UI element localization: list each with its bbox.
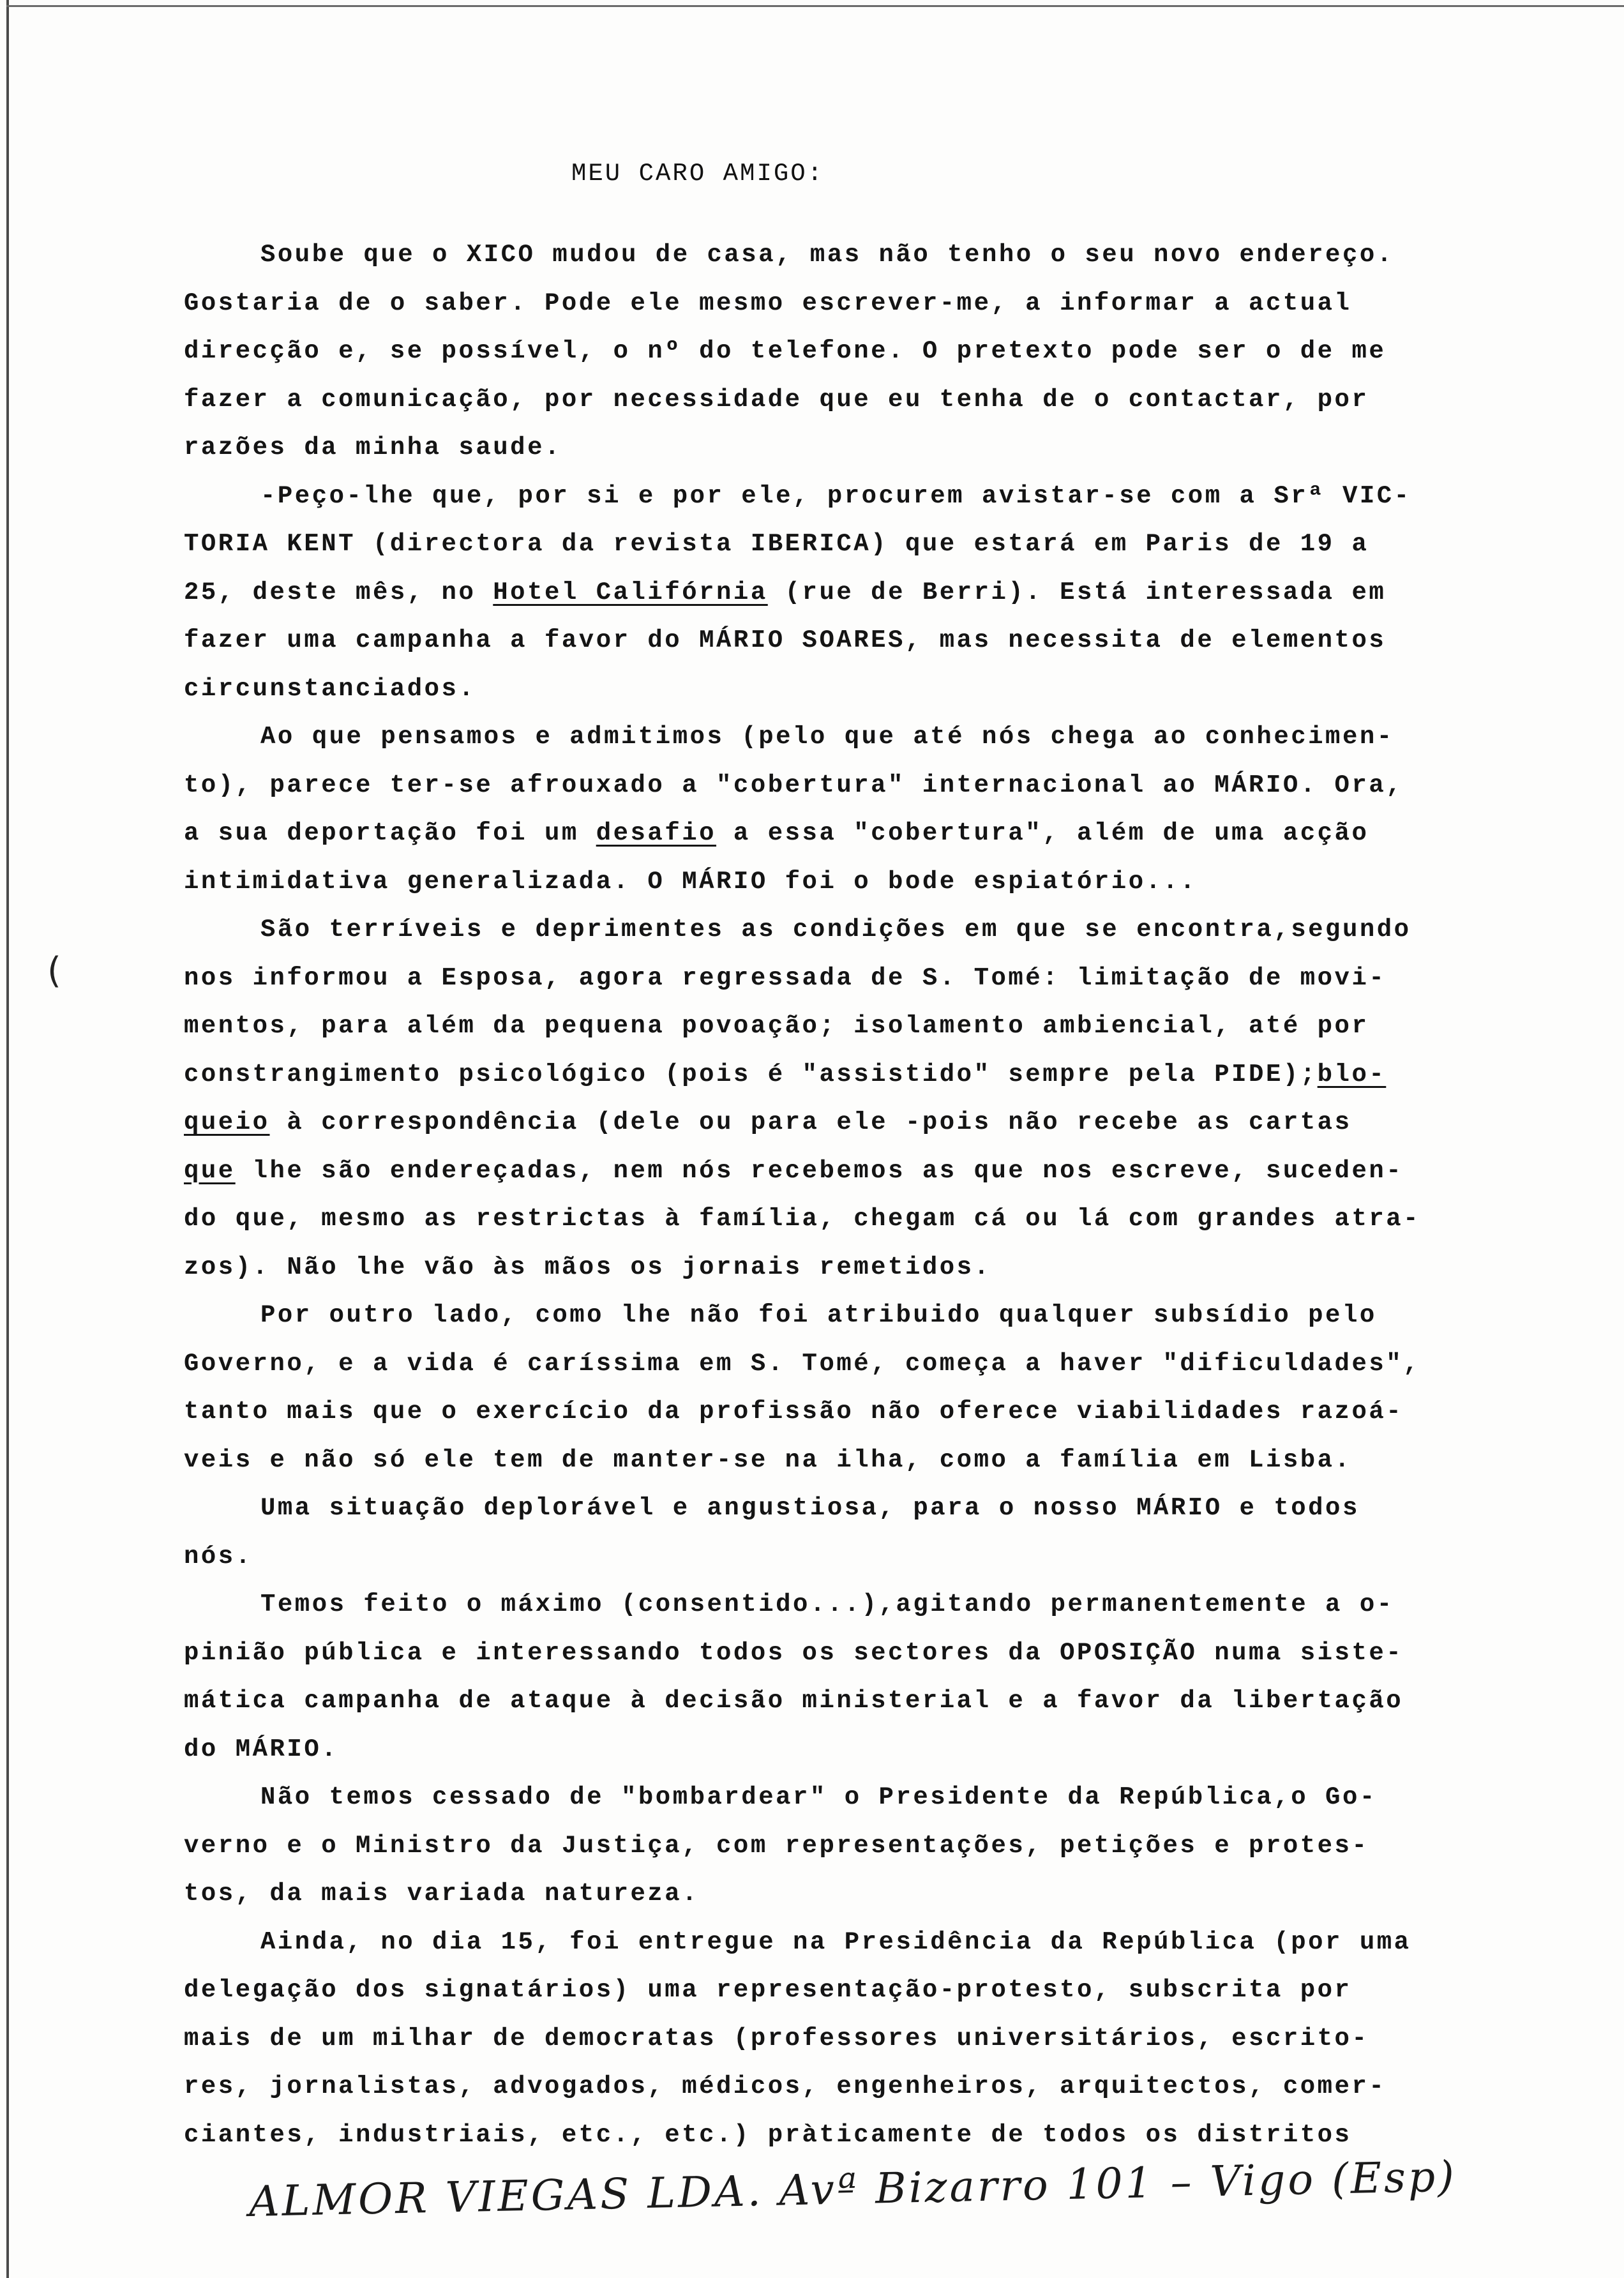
line-text: Temos feito o máximo (consentido...),agitando permanentemente a o-: [260, 1590, 1394, 1618]
line-text: a essa "cobertura", além de uma acção: [716, 819, 1369, 847]
letter-line: [184, 231, 1601, 280]
line-text: Gostaria de o saber. Pode ele mesmo escrever-me, a informar a actual: [184, 289, 1352, 317]
line-text: delegação dos signatários) uma representação-protesto, subscrita por: [184, 1976, 1352, 2004]
line-text: Ao que pensamos e admitimos (pelo que até nós chega ao conhecimen-: [260, 723, 1394, 751]
handwritten-address: ALMOR VIEGAS LDA. Avª Bizarro 101 – Vigo (Esp): [248, 2152, 1457, 2226]
letter-line: [184, 1051, 1601, 1099]
letter-line: [184, 1629, 1601, 1678]
line-text: to), parece ter-se afrouxado a "cobertura" internacional ao MÁRIO. Ora,: [184, 771, 1404, 799]
underlined-text: queio: [184, 1108, 270, 1136]
line-text: Por outro lado, como lhe não foi atribuido qualquer subsídio pelo: [260, 1301, 1377, 1329]
line-text: Não temos cessado de "bombardear" o Presidente da República,o Go-: [260, 1783, 1377, 1811]
letter-line: [184, 472, 1601, 521]
letter-line: [184, 569, 1601, 617]
page-edge-left: [6, 0, 9, 2278]
letter-line: [184, 376, 1601, 425]
line-text: ciantes, industriais, etc., etc.) pràticamente de todos os distritos: [184, 2120, 1352, 2149]
letter-line: [184, 328, 1601, 376]
line-text: São terríveis e deprimentes as condições em que se encontra,segundo: [260, 916, 1411, 944]
letter-line: [184, 2063, 1601, 2111]
line-text: intimidativa generalizada. O MÁRIO foi o bode espiatório...: [184, 867, 1198, 896]
letter-line: [184, 617, 1601, 665]
line-text: mais de um milhar de democratas (professores universitários, escrito-: [184, 2024, 1369, 2053]
line-text: do que, mesmo as restrictas à família, chegam cá ou lá com grandes atra-: [184, 1205, 1421, 1233]
letter-line: [184, 1484, 1601, 1533]
line-text: Uma situação deplorável e angustiosa, para o nosso MÁRIO e todos: [260, 1494, 1360, 1522]
line-text: pinião pública e interessando todos os sectores da OPOSIÇÃO numa siste-: [184, 1638, 1404, 1667]
underlined-text: blo-: [1317, 1060, 1387, 1089]
line-text: zos). Não lhe vão às mãos os jornais remetidos.: [184, 1253, 991, 1281]
letter-line: [184, 1774, 1601, 1822]
line-text: direcção e, se possível, o nº do telefone. O pretexto pode ser o de me: [184, 337, 1387, 365]
line-text: (rue de Berri). Está interessada em: [767, 578, 1387, 607]
line-text: nos informou a Esposa, agora regressada de S. Tomé: limitação de movi-: [184, 963, 1387, 992]
line-text: Soube que o XICO mudou de casa, mas não tenho o seu novo endereço.: [260, 241, 1394, 269]
line-text: tanto mais que o exercício da profissão não oferece viabilidades razoá-: [184, 1398, 1404, 1426]
letter-line: [184, 1340, 1601, 1389]
underlined-text: desafio: [596, 819, 717, 847]
line-text: circunstanciados.: [184, 674, 476, 703]
line-text: do MÁRIO.: [184, 1735, 339, 1763]
letter-line: [184, 424, 1601, 472]
line-text: res, jornalistas, advogados, médicos, engenheiros, arquitectos, comer-: [184, 2072, 1387, 2101]
line-text: razões da minha saude.: [184, 434, 562, 462]
letter-line: [184, 2015, 1601, 2063]
line-text: a sua deportação foi um: [184, 819, 596, 847]
letter-line: [184, 2111, 1601, 2160]
letter-line: [184, 1822, 1601, 1871]
line-text: -Peço-lhe que, por si e por ele, procurem avistar-se com a Srª VIC-: [260, 481, 1411, 510]
letter-line: [184, 1677, 1601, 1726]
margin-mark: (: [47, 950, 61, 992]
letter-line: [184, 1244, 1601, 1292]
letter-line: [184, 1195, 1601, 1244]
letter-line: [184, 1533, 1601, 1581]
line-text: 25, deste mês, no: [184, 578, 493, 607]
letter-line: [184, 1388, 1601, 1437]
underlined-text: Hotel Califórnia: [493, 578, 768, 607]
line-text: tos, da mais variada natureza.: [184, 1880, 700, 1908]
letter-line: [184, 858, 1601, 907]
line-text: fazer a comunicação, por necessidade que eu tenha de o contactar, por: [184, 385, 1369, 414]
letter-line: [184, 762, 1601, 810]
letter-line: [184, 1002, 1601, 1051]
line-text: Governo, e a vida é caríssima em S. Tomé, começa a haver "dificuldades",: [184, 1349, 1421, 1378]
letter-line: [184, 1966, 1601, 2015]
line-text: lhe são endereçadas, nem nós recebemos as que nos escreve, suceden-: [235, 1156, 1404, 1185]
letter-line: [184, 280, 1601, 328]
letter-line: [184, 1099, 1601, 1147]
letter-line: [184, 1292, 1601, 1340]
letter-line: [184, 1437, 1601, 1485]
line-text: veis e não só ele tem de manter-se na ilha, como a família em Lisba.: [184, 1445, 1352, 1474]
letter-line: [184, 520, 1601, 569]
letter-line: [184, 1726, 1601, 1774]
line-text: mentos, para além da pequena povoação; isolamento ambiencial, até por: [184, 1012, 1369, 1040]
letter-line: [184, 810, 1601, 858]
letter-body: [184, 231, 1601, 2159]
line-text: à correspondência (dele ou para ele -pois não recebe as cartas: [269, 1108, 1352, 1136]
line-text: nós.: [184, 1542, 253, 1571]
letter-line: [184, 1870, 1601, 1919]
underlined-text: que: [184, 1156, 236, 1185]
letter-line: [184, 713, 1601, 762]
line-text: TORIA KENT (directora da revista IBERICA) que estará em Paris de 19 a: [184, 530, 1369, 558]
line-text: fazer uma campanha a favor do MÁRIO SOARES, mas necessita de elementos: [184, 626, 1387, 654]
line-text: Ainda, no dia 15, foi entregue na Presidência da República (por uma: [260, 1927, 1411, 1956]
letter-line: [184, 1147, 1601, 1196]
line-text: verno e o Ministro da Justiça, com representações, petições e protes-: [184, 1831, 1369, 1860]
letter-line: [184, 1919, 1601, 1967]
letter-line: [184, 954, 1601, 1003]
letter-line: [184, 1581, 1601, 1629]
line-text: mática campanha de ataque à decisão ministerial e a favor da libertação: [184, 1687, 1404, 1715]
letter-line: [184, 906, 1601, 954]
line-text: constrangimento psicológico (pois é "assistido" sempre pela PIDE);: [184, 1060, 1318, 1089]
page-edge-top: [6, 5, 1624, 7]
salutation: MEU CARO AMIGO:: [571, 160, 825, 188]
letter-line: [184, 665, 1601, 714]
